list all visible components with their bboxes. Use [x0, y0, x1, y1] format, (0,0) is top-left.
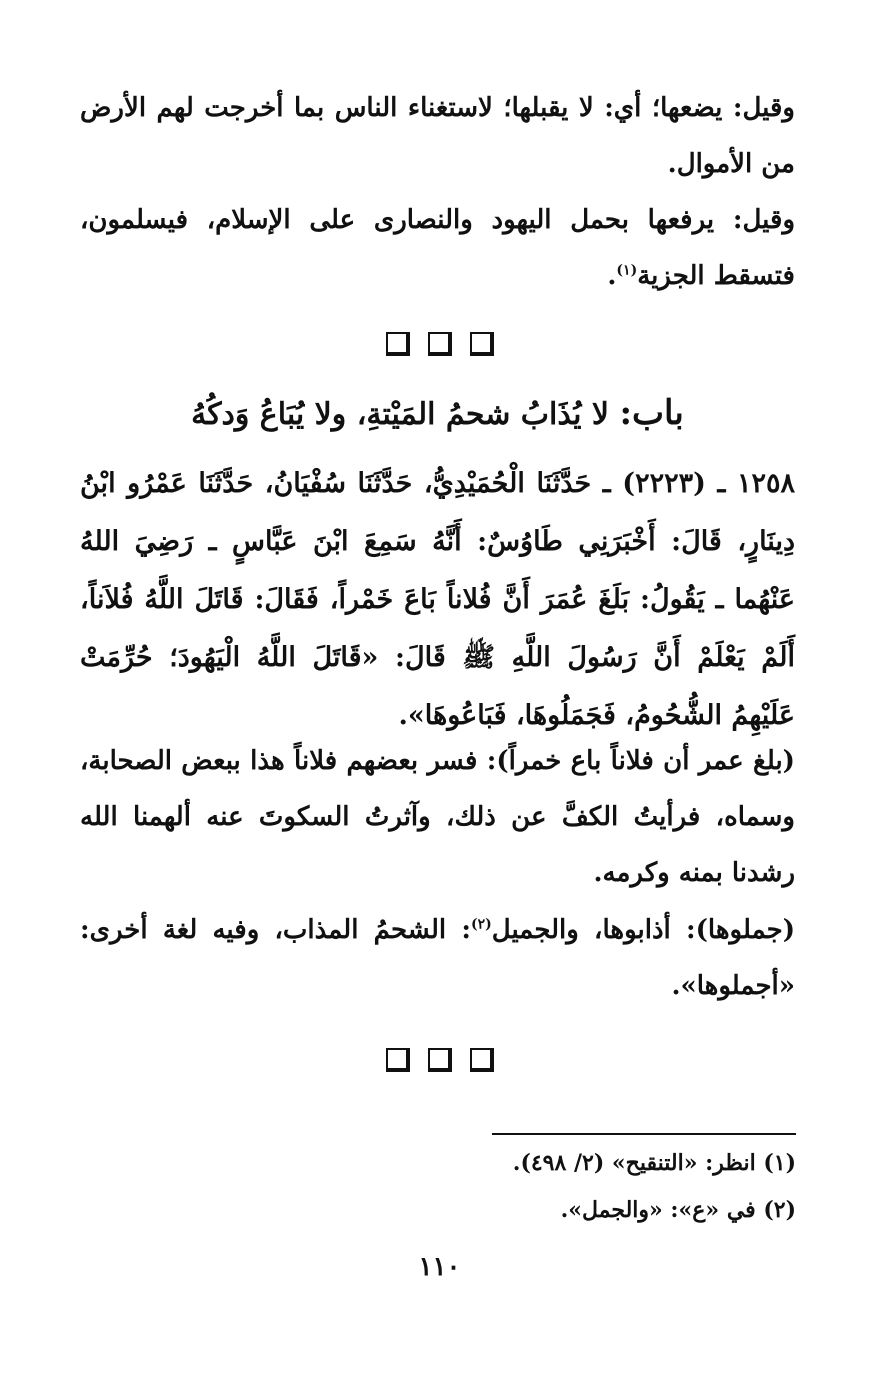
separator-box-icon — [386, 1048, 410, 1072]
commentary-2-end: : الشحمُ المذاب، وفيه لغة أخرى: «أجملوها». — [80, 915, 795, 1001]
footnote-1: (١) انظر: «التنقيح» (٢/ ٤٩٨). — [512, 1150, 796, 1176]
section-separator-bottom — [0, 1044, 879, 1072]
separator-box-icon — [428, 1048, 452, 1072]
commentary-1-text: (بلغ عمر أن فلاناً باع خمراً): فسر بعضهم فلاناً هذا ببعض الصحابة، وسماه، فرأيتُ الكفَّ عن ذلك، وآثرتُ السكوتَ عنه ألهمنا الله رشدنا بمنه وكرمه. — [80, 746, 795, 888]
chapter-title: لا يُذَابُ شحمُ المَيْتةِ، ولا يُبَاعُ وَدكُهُ — [191, 397, 610, 432]
section-separator-top — [0, 328, 879, 356]
footnote-ref-2[interactable]: (٢) — [470, 916, 492, 933]
separator-box-icon — [386, 332, 410, 356]
separator-box-icon — [470, 332, 494, 356]
hadith-text — [80, 455, 795, 745]
separator-box-icon — [428, 332, 452, 356]
paragraph-2-end: . — [607, 261, 617, 291]
separator-box-icon — [470, 1048, 494, 1072]
footnote-2: (٢) في «ع»: «والجمل». — [560, 1197, 796, 1223]
commentary-1 — [80, 733, 795, 901]
commentary-2 — [80, 902, 795, 1014]
paragraph-1 — [80, 80, 795, 192]
footnote-divider — [492, 1133, 796, 1135]
hadith-body: ١٢٥٨ ـ (٢٢٢٣) ـ حَدَّثَنَا الْحُمَيْدِيُّ، حَدَّثَنَا سُفْيَانُ، حَدَّثَنَا عَمْرُو ابْنُ دِينَارٍ، قَالَ: أَخْبَرَنِي طَاوُسٌ: أَنَّهُ سَمِعَ ابْنَ عَبَّاسٍ ـ رَضِيَ اللهُ عَنْهُما ـ يَقُولُ: بَلَغَ عُمَرَ أَنَّ فُلاناً بَاعَ خَمْراً، فَقَالَ: قَاتَلَ اللَّهُ فُلاَناً، أَلَمْ يَعْلَمْ أَنَّ رَسُولَ اللَّهِ ﷺ قَالَ: «قَاتَلَ اللَّهُ الْيَهُودَ؛ حُرِّمَتْ عَلَيْهِمُ الشُّحُومُ، فَجَمَلُوهَا، فَبَاعُوهَا». — [80, 468, 795, 731]
page-number: ١١٠ — [418, 1252, 461, 1282]
paragraph-2 — [80, 192, 795, 304]
commentary-2-start: (جملوها): أذابوها، والجميل — [491, 915, 795, 945]
chapter-heading — [80, 388, 795, 440]
paragraph-1-text: وقيل: يضعها؛ أي: لا يقبلها؛ لاستغناء الناس بما أخرجت لهم الأرض من الأموال. — [80, 93, 795, 179]
footnote-ref-1[interactable]: (١) — [616, 262, 638, 279]
paragraph-2-text: وقيل: يرفعها بحمل اليهود والنصارى على الإسلام، فيسلمون، فتسقط الجزية — [80, 205, 795, 291]
chapter-label: باب: — [619, 393, 684, 433]
